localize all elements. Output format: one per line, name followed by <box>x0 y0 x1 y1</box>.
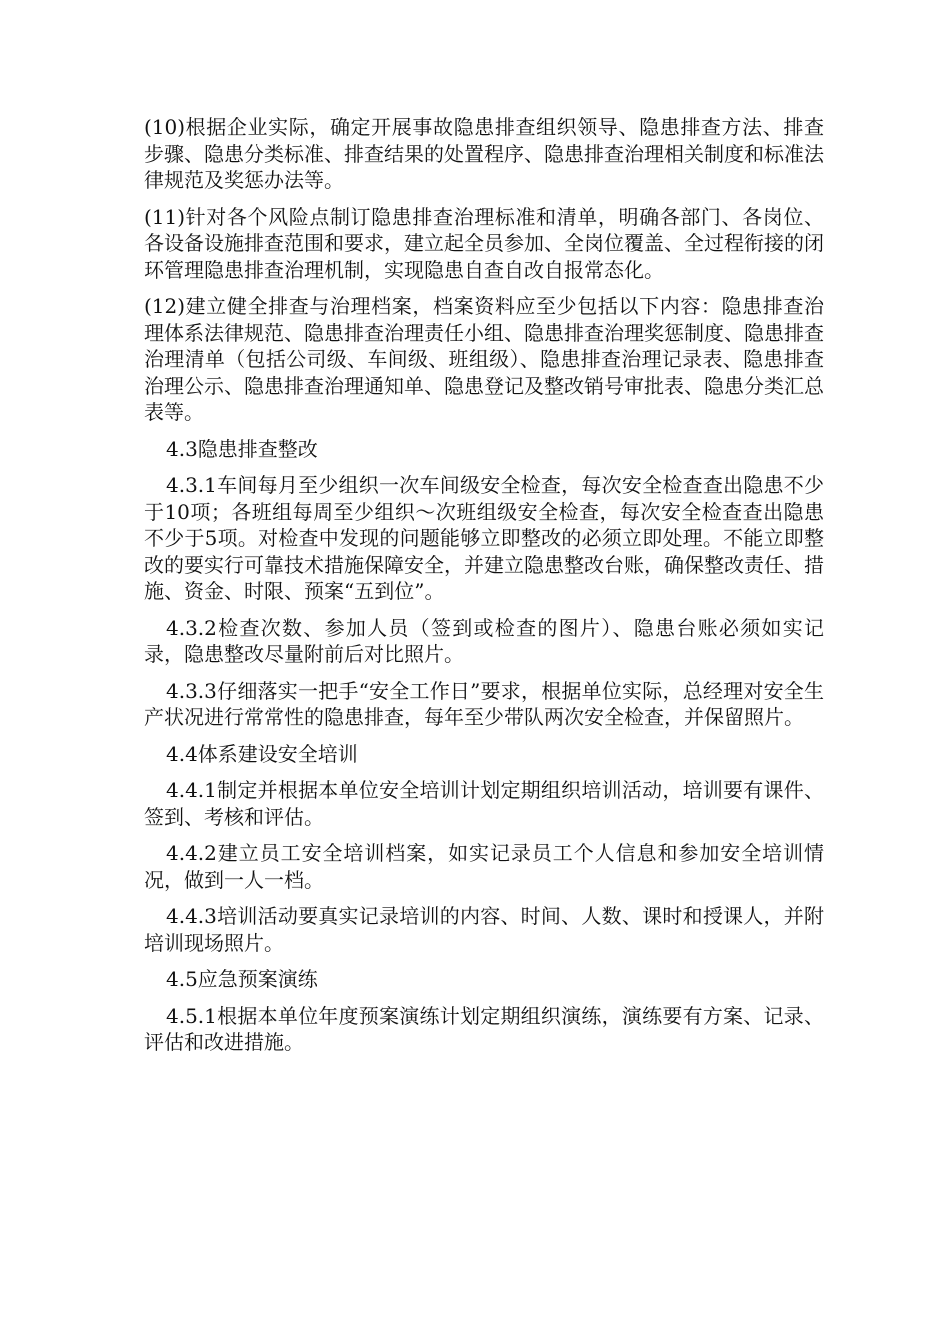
section-heading-4-4: 4.4体系建设安全培训 <box>166 741 358 766</box>
clause-4-3-1: 4.3.1车间每月至少组织一次车间级安全检查，每次安全检查查出隐患不少于10项；各班组每周至少组织～次班组级安全检查，每次安全检查查出隐患不少于5项。对检查中发现的问题能够立即整改的必须立即处理。不能立即整改的要实行可靠技术措施保障安全，并建立隐患整改台账，确保整改责任、措施、资金、时限、预案“五到位”。 <box>144 473 824 603</box>
clause-4-3-2: 4.3.2检查次数、参加人员（签到或检查的图片）、隐患台账必须如实记录，隐患整改尽量附前后对比照片。 <box>144 615 824 666</box>
section-heading-4-5: 4.5应急预案演练 <box>166 967 318 991</box>
clause-4-4-3: 4.4.3培训活动要真实记录培训的内容、时间、人数、课时和授课人，并附培训现场照片。 <box>144 904 824 955</box>
paragraph-10: (10)根据企业实际，确定开展事故隐患排查组织领导、隐患排查方法、排查步骤、隐患分类标准、排查结果的处置程序、隐患排查治理相关制度和标准法律规范及奖惩办法等。 <box>144 115 824 192</box>
clause-4-3-3: 4.3.3仔细落实一把手“安全工作日”要求，根据单位实际，总经理对安全生产状况进行常常性的隐患排查，每年至少带队两次安全检查，并保留照片。 <box>144 678 824 729</box>
paragraph-12: (12)建立健全排查与治理档案，档案资料应至少包括以下内容：隐患排查治理体系法律规范、隐患排查治理责任小组、隐患排查治理奖惩制度、隐患排查治理清单（包括公司级、车间级、班组级）、隐患排查治理记录表、隐患排查治理公示、隐患排查治理通知单、隐患登记及整改销号审批表、隐患分类汇总表等。 <box>144 294 824 424</box>
clause-4-4-2: 4.4.2建立员工安全培训档案，如实记录员工个人信息和参加安全培训情况，做到一人一档。 <box>144 841 824 892</box>
document-body <box>144 114 824 1066</box>
clause-4-5-1: 4.5.1根据本单位年度预案演练计划定期组织演练，演练要有方案、记录、评估和改进措施。 <box>144 1003 824 1054</box>
paragraph-11: (11)针对各个风险点制订隐患排查治理标准和清单，明确各部门、各岗位、各设备设施排查范围和要求，建立起全员参加、全岗位覆盖、全过程衔接的闭环管理隐患排查治理机制，实现隐患自查自改自报常态化。 <box>144 204 824 282</box>
clause-4-4-1: 4.4.1制定并根据本单位安全培训计划定期组织培训活动，培训要有课件、签到、考核和评估。 <box>144 778 824 829</box>
section-heading-4-3: 4.3隐患排查整改 <box>166 436 318 461</box>
